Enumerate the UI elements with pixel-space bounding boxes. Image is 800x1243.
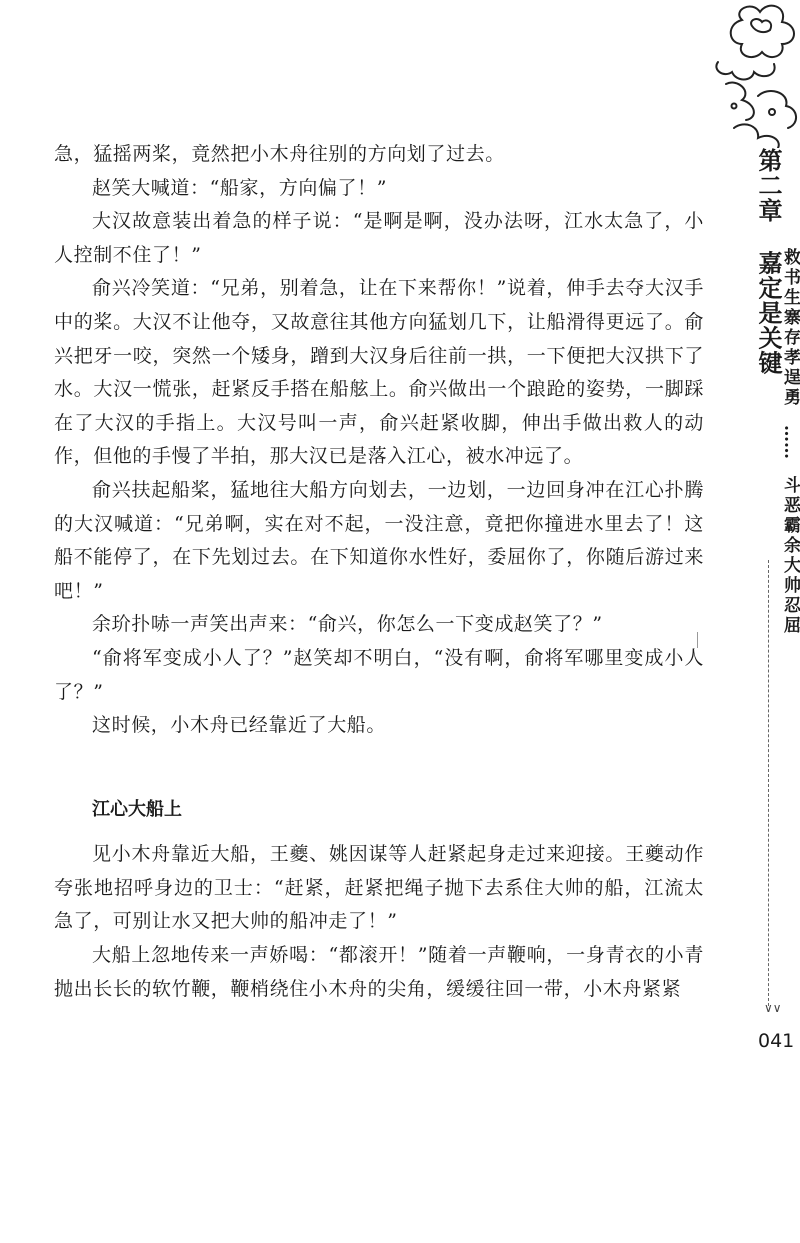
page-number: 041 — [758, 1030, 795, 1052]
margin-divider-line — [768, 560, 769, 1006]
paragraph: 俞兴扶起船桨，猛地往大船方向划去，一边划，一边回身冲在江心扑腾的大汉喊道：“兄弟啊，实在对不起，一没注意，竟把你撞进水里去了！这船不能停了，在下先划过去。在下知道你水性好，委屈你了，你随后游过来吧！” — [54, 478, 704, 602]
chapter-name: 嘉定是关键 — [754, 250, 783, 376]
chapter-subtitle-part1: 救书生寨存孝逞勇 — [780, 248, 800, 408]
arrow-down-icon: ∨∨ — [764, 1001, 782, 1015]
paragraph: 这时候，小木舟已经靠近了大船。 — [92, 714, 387, 737]
chapter-subtitle-part2: 斗恶霸余大帅忍屈 — [780, 475, 800, 636]
cloud-ornament-icon — [712, 0, 800, 148]
paragraph: 余玠扑哧一声笑出声来：“俞兴，你怎么一下变成赵笑了？” — [92, 613, 603, 636]
paragraph: 急，猛摇两桨，竟然把小木舟往别的方向划了过去。 — [54, 143, 505, 165]
paragraph: 大船上忽地传来一声娇喝：“都滚开！”随着一声鞭响，一身青衣的小青抛出长长的软竹鞭，鞭梢绕住小木舟的尖角，缓缓往回一带，小木舟紧紧 — [54, 944, 704, 1000]
section-heading: 江心大船上 — [92, 798, 182, 820]
chapter-subtitle — [781, 248, 799, 636]
paragraph: 见小木舟靠近大船，王夔、姚因谋等人赶紧起身走过来迎接。王夔动作夸张地招呼身边的卫士：“赶紧，赶紧把绳子抛下去系住大帅的船，江流太急了，可别让水又把大帅的船冲走了！” — [54, 843, 704, 933]
chapter-subtitle-separator: …… — [780, 424, 800, 459]
paragraph: 大汉故意装出着急的样子说：“是啊是啊，没办法呀，江水太急了，小人控制不住了！” — [54, 210, 704, 266]
paragraph: 赵笑大喊道：“船家，方向偏了！” — [92, 176, 388, 199]
paragraph: “俞将军变成小人了？”赵笑却不明白，“没有啊，俞将军哪里变成小人了？” — [54, 646, 704, 703]
paragraph: 俞兴冷笑道：“兄弟，别着急，让在下来帮你！”说着，伸手去夺大汉手中的桨。大汉不让他夺，又故意往其他方向猛划几下，让船滑得更远了。俞兴把牙一咬，突然一个矮身，蹭到大汉身后往前一拱，一下便把大汉拱下了水。大汉一慌张，赶紧反手搭在船舷上。俞兴做出一个踉跄的姿势，一脚踩在了大汉的手指上。大汉号叫一声，俞兴赶紧收脚，伸出手做出救人的动作，但他的手慢了半拍，那大汉已是落入江心，被水冲远了。 — [54, 277, 704, 468]
chapter-number: 第二章 — [754, 148, 783, 223]
body-text — [54, 138, 704, 1006]
